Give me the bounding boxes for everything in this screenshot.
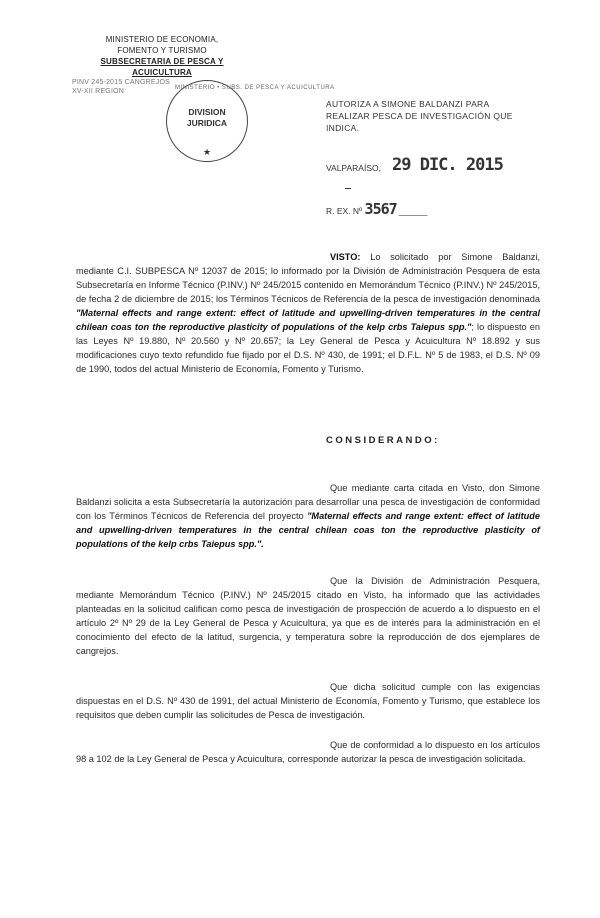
document-date: 29 DIC. 2015 bbox=[392, 155, 503, 175]
star-icon: ★ bbox=[203, 147, 212, 157]
subsecretaria-name: SUBSECRETARIA DE PESCA Y ACUICULTURA bbox=[100, 57, 224, 77]
divider bbox=[345, 188, 351, 189]
stamp-division: DIVISION bbox=[188, 107, 226, 117]
place-label: VALPARAÍSO, bbox=[326, 163, 381, 173]
resolution-number bbox=[326, 200, 427, 218]
division-juridica-stamp bbox=[166, 80, 335, 162]
resolution-underline: ______ bbox=[399, 206, 428, 216]
p1-text-1: Que mediante carta citada en Visto, don Simone Baldanzi solicita a esta Subsecretaría la autorización para desarrollar una pesca de investigación de conformidad con los Términos Técnicos de Referencia del proyecto bbox=[76, 483, 540, 521]
considerando-paragraph-2 bbox=[76, 574, 540, 658]
visto-paragraph bbox=[76, 250, 540, 376]
considerando-paragraph-3 bbox=[76, 680, 540, 722]
document-title: AUTORIZA A SIMONE BALDANZI PARA REALIZAR PESCA DE INVESTIGACIÓN QUE INDICA. bbox=[326, 99, 513, 133]
p1-project-title: "Maternal effects and range extent: effect of latitude and upwelling-driven temperatures in the central chilean coas ton the reproductive plasticity of populations of the kelp crbs Taiepus spp.". bbox=[76, 511, 540, 549]
p4-text: Que de conformidad a lo dispuesto en los artículos 98 a 102 de la Ley General de Pesca y Acuicultura, corresponde autorizar la pesca de investigación solicitada. bbox=[76, 740, 540, 764]
considerando-paragraph-4 bbox=[76, 738, 540, 766]
visto-text-2: ; lo dispuesto en las Leyes Nº 19.880, Nº 20.560 y Nº 20.657; la Ley General de Pesca y Acuicultura Nº 18.892 y sus modificaciones cuyo texto refundido fue fijado por el D.S. Nº 430, de 1991; el D.F.L. Nº 5 de 1983, el D.S. Nº 09 de 1990, todos del actual Ministerio de Economía, Fomento y Turismo. bbox=[76, 322, 540, 374]
ministry-name: MINISTERIO DE ECONOMIA, bbox=[105, 35, 219, 44]
considerando-heading: CONSIDERANDO: bbox=[326, 435, 440, 446]
resolution-prefix: R. EX. Nº bbox=[326, 206, 363, 216]
considerando-paragraph-1 bbox=[76, 481, 540, 551]
visto-label: VISTO: bbox=[330, 252, 361, 262]
p2-text: Que la División de Administración Pesquera, mediante Memorándum Técnico (P.INV.) Nº 245/2015 citado en Visto, ha informado que las actividades planteadas en la solicitud califican como pesca de investigación de prospección de acuerdo a lo dispuesto en el artículo 2º Nº 29 de la Ley General de Pesca y Acuicultura, ya que es de interés para la administración en el conocimiento del efecto de la latitud, surgencia, y temperatura sobre la reproducción de dos ejemplares de cangrejos. bbox=[76, 576, 540, 656]
region-code: XV-XII REGION bbox=[72, 88, 124, 95]
stamp-ring-text: MINISTERIO • SUBS. DE PESCA Y ACUICULTURA bbox=[175, 85, 335, 91]
visto-text-1: Lo solicitado por Simone Baldanzi, mediante C.I. SUBPESCA Nº 12037 de 2015; lo informado por la División de Administración Pesquera de esta Subsecretaría en Informe Técnico (P.INV.) Nº 245/2015 contenido en Memorándum Técnico (P.INV.) Nº 245/2015, de fecha 2 de diciembre de 2015; los Términos Técnicos de Referencia de la pesca de investigación denominada bbox=[76, 252, 540, 304]
visto-project-title: "Maternal effects and range extent: effect of latitude and upwelling-driven temperatures in the central chilean coas ton the reproductive plasticity of populations of the kelp crbs Taiepus spp." bbox=[76, 308, 540, 332]
stamp-juridica: JURIDICA bbox=[186, 118, 228, 128]
p3-text: Que dicha solicitud cumple con las exigencias dispuestas en el D.S. Nº 430 de 1991, del actual Ministerio de Economía, Fomento y Turismo, que establece los requisitos que deben cumplir las solicitudes de Pesca de investigación. bbox=[76, 682, 540, 720]
reference-code: PINV 245-2015 CANGREJOS bbox=[72, 79, 170, 86]
resolution-value: 3567 bbox=[364, 200, 397, 218]
ministry-name-2: FOMENTO Y TURISMO bbox=[117, 46, 207, 55]
